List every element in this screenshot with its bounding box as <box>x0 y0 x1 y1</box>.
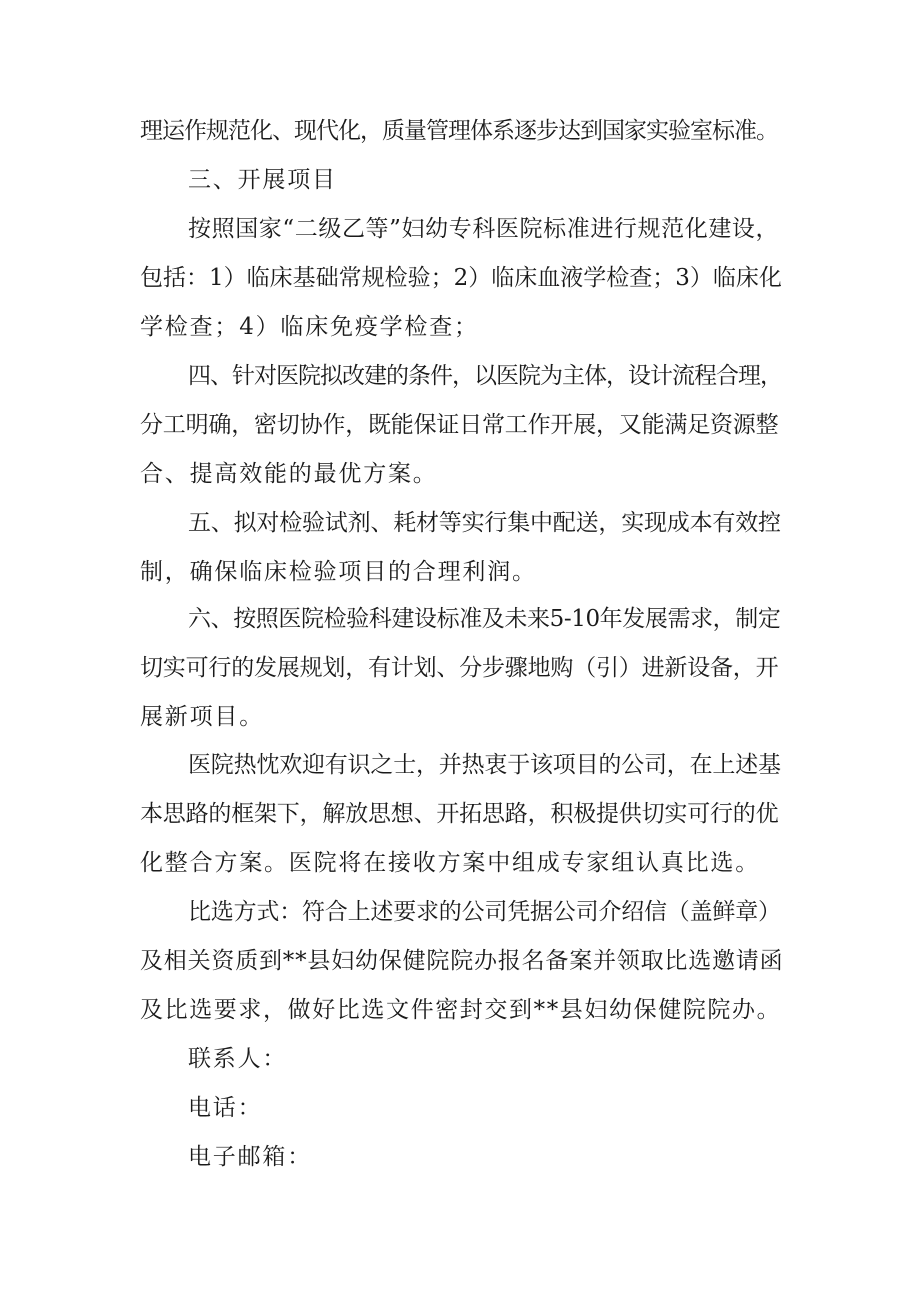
paragraph-line: 分工明确，密切协作，既能保证日常工作开展，又能满足资源整 <box>140 412 779 438</box>
paragraph-line: 比选方式：符合上述要求的公司凭据公司介绍信（盖鲜章） <box>188 899 781 925</box>
paragraph-line: 化整合方案。医院将在接收方案中组成专家组认真比选。 <box>140 850 760 876</box>
paragraph-line: 制，确保临床检验项目的合理利润。 <box>140 559 537 585</box>
paragraph-line: 医院热忱欢迎有识之士，并热衷于该项目的公司，在上述基 <box>188 752 781 778</box>
paragraph-line: 及相关资质到**县妇幼保健院院办报名备案并领取比选邀请函 <box>140 948 784 974</box>
paragraph-line: 学检查；4）临床免疫学检查； <box>140 314 479 340</box>
paragraph-line: 四、针对医院拟改建的条件，以医院为主体，设计流程合理， <box>188 363 782 389</box>
section-heading: 三、开展项目 <box>188 167 337 193</box>
phone-label: 电话： <box>188 1095 263 1121</box>
contact-person-label: 联系人： <box>188 1046 288 1072</box>
paragraph-line: 包括：1）临床基础常规检验；2）临床血液学检查；3）临床化 <box>140 265 782 291</box>
paragraph-line: 及比选要求，做好比选文件密封交到**县妇幼保健院院办。 <box>140 997 782 1023</box>
paragraph-line: 五、拟对检验试剂、耗材等实行集中配送，实现成本有效控 <box>188 510 781 536</box>
paragraph-line: 六、按照医院检验科建设标准及未来5-10年发展需求，制定 <box>188 606 781 632</box>
paragraph-line: 理运作规范化、现代化，质量管理体系逐步达到国家实验室标准。 <box>140 118 778 144</box>
paragraph-line: 按照国家“二级乙等”妇幼专科医院标准进行规范化建设， <box>188 216 780 242</box>
paragraph-line: 合、提高效能的最优方案。 <box>140 461 438 487</box>
paragraph-line: 本思路的框架下，解放思想、开拓思路，积极提供切实可行的优 <box>140 801 779 827</box>
email-label: 电子邮箱： <box>188 1144 312 1170</box>
paragraph-line: 展新项目。 <box>140 704 264 730</box>
paragraph-line: 切实可行的发展规划，有计划、分步骤地购（引）进新设备，开 <box>140 655 779 681</box>
